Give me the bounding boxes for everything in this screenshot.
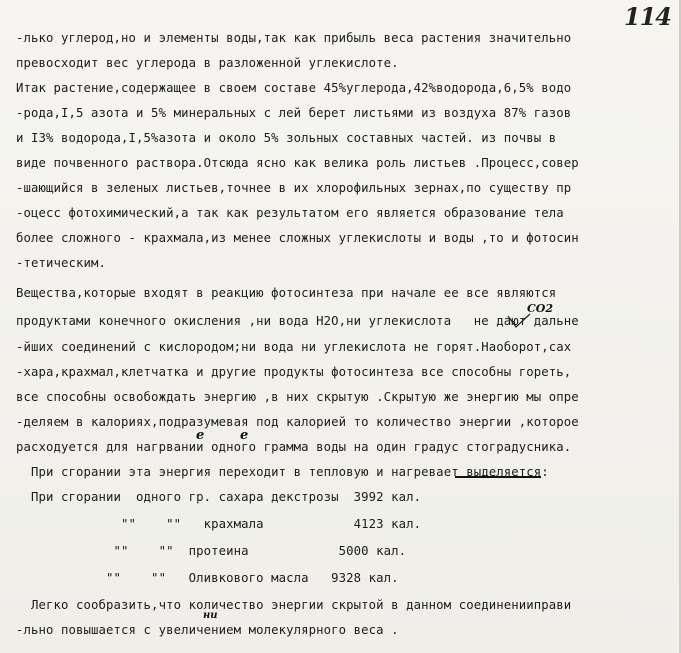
text-line: -деляем в калориях,подразумевая под калорией то количество энергии ,которое (16, 415, 579, 429)
text-line: -рода,I,5 азота и 5% минеральных с лей берет листьями из воздуха 87% газов (16, 106, 572, 120)
text-line: Вещества,которые входят в реакцию фотосинтеза при начале ее все являются (16, 286, 557, 300)
text-line: расходуется для нагрвании одного грамма воды на один градус стоградусника. (16, 440, 572, 454)
handwritten-co2: CO2 (527, 302, 553, 315)
handwritten-e-2: е (240, 428, 249, 443)
text-line: -лько углерод,но и элементы воды,так как прибыль веса растения значительно (16, 31, 572, 45)
text-line: Легко сообразить,что количество энергии скрытой в данном соединенииправи (16, 598, 572, 612)
handwritten-ni: ни (203, 610, 218, 621)
text-line: Итак растение,содержащее в своем составе 45%углерода,42%водорода,6,5% водо (16, 81, 572, 95)
text-line: продуктами конечного окисления ,ни вода H2O,ни углекислота не дают дальне (16, 314, 579, 328)
text-line: При сгорании одного гр. сахара декстрозы 3992 кал. (16, 490, 422, 504)
text-line: -хара,крахмал,клетчатка и другие продукты фотосинтеза все способны гореть, (16, 365, 572, 379)
strikethrough-mark (455, 473, 543, 481)
text-line: "" "" протеина 5000 кал. (16, 544, 407, 558)
text-line: превосходит вес углерода в разложенной углекислоте. (16, 56, 399, 70)
text-line: более сложного - крахмала,из менее сложных углекислоты и воды ,то и фотосин (16, 231, 579, 245)
page-number: 114 (623, 2, 671, 31)
handwritten-e-1: е (196, 428, 205, 443)
insertion-caret-icon (506, 312, 534, 330)
text-line: и I3% водорода,I,5%азота и около 5% зольных составных частей. из почвы в (16, 131, 557, 145)
text-line: -тетическим. (16, 256, 107, 270)
text-line: "" "" Оливкового масла 9328 кал. (16, 571, 399, 585)
text-line: "" "" крахмала 4123 кал. (16, 517, 422, 531)
text-line: виде почвенного раствора.Отсюда ясно как велика роль листьев .Процесс,совер (16, 156, 579, 170)
text-line: все способны освобождать энергию ,в них скрытую .Скрытую же энергию мы опре (16, 390, 579, 404)
text-line: -льно повышается с увеличением молекулярного веса . (16, 623, 399, 637)
text-line: При сгорании эта энергия переходит в тепловую и нагревает выделяется: (16, 465, 549, 479)
text-line: -йших соединений с кислородом;ни вода ни углекислота не горят.Наоборот,сах (16, 340, 572, 354)
text-line: -оцесс фотохимический,а так как результатом его является образование тела (16, 206, 564, 220)
text-line: -шающийся в зеленых листьев,точнее в их хлорофильных зернах,по существу пр (16, 181, 572, 195)
